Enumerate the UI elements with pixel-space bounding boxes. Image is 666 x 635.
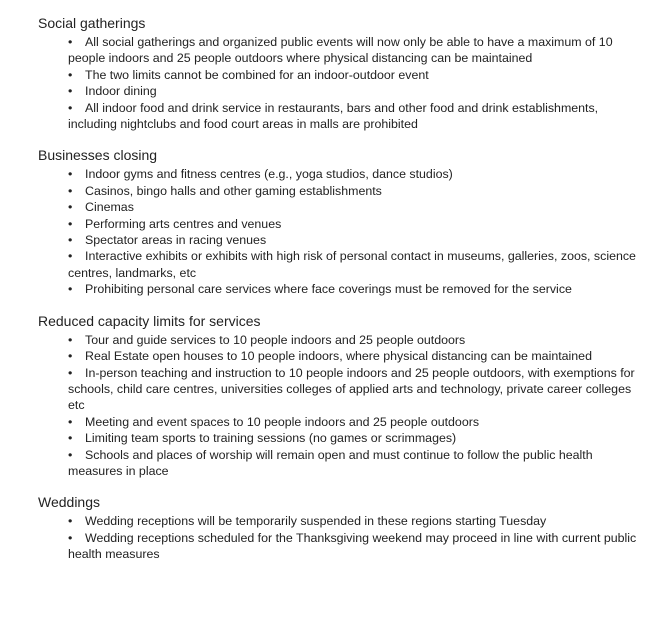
list-item-text: Cinemas — [85, 200, 134, 215]
bullet-icon: • — [68, 100, 73, 115]
bullet-icon: • — [68, 414, 73, 429]
bullet-icon: • — [68, 216, 73, 231]
section-reduced-capacity — [38, 312, 646, 480]
bullet-icon: • — [68, 233, 73, 248]
bullet-icon: • — [68, 183, 73, 198]
list-item — [68, 232, 646, 248]
section-heading: Social gatherings — [38, 15, 146, 31]
list-item — [68, 414, 646, 430]
bullet-icon: • — [68, 282, 73, 297]
section-heading: Reduced capacity limits for services — [38, 312, 261, 329]
list-item-text: Schools and places of worship will remain open and must continue to follow the public health measures in place — [68, 447, 593, 478]
bullet-icon: • — [68, 530, 73, 545]
bullet-list — [38, 332, 646, 480]
list-item-text: Wedding receptions scheduled for the Thanksgiving weekend may proceed in line with current public health measures — [68, 530, 637, 562]
list-item — [68, 430, 646, 446]
bullet-icon: • — [68, 514, 73, 529]
list-item — [68, 248, 646, 281]
list-item-text: The two limits cannot be combined for an indoor-outdoor event — [85, 67, 429, 82]
list-item — [68, 332, 646, 348]
list-item-text: Spectator areas in racing venues — [85, 233, 267, 248]
list-item — [68, 83, 646, 99]
section-businesses-closing — [38, 146, 646, 297]
list-item — [68, 199, 646, 215]
list-item — [68, 216, 646, 232]
list-item — [68, 281, 646, 297]
bullet-list — [38, 166, 646, 297]
bullet-icon: • — [68, 35, 73, 49]
bullet-icon: • — [68, 67, 73, 82]
list-item — [68, 100, 646, 133]
list-item-text: Indoor dining — [85, 84, 157, 99]
list-item-text: Tour and guide services to 10 people indoors and 25 people outdoors — [85, 332, 466, 347]
list-item — [68, 183, 646, 199]
list-item — [68, 513, 646, 529]
bullet-list — [38, 34, 646, 132]
bullet-icon: • — [68, 167, 73, 182]
list-item — [68, 67, 646, 83]
list-item-text: In-person teaching and instruction to 10 people indoors and 25 people outdoors, with exemptions for schools, child care centres, universities colleges of applied arts and technology, private career colleges etc — [68, 365, 635, 413]
bullet-icon: • — [68, 431, 73, 446]
list-item-text: All indoor food and drink service in restaurants, bars and other food and drink establishments, including nightclubs and food court areas in malls are prohibited — [68, 100, 599, 132]
bullet-icon: • — [68, 447, 73, 462]
bullet-list — [38, 513, 646, 562]
list-item-text: Casinos, bingo halls and other gaming establishments — [85, 183, 382, 198]
list-item-text: Performing arts centres and venues — [85, 216, 282, 231]
list-item — [68, 530, 646, 563]
list-item — [68, 34, 646, 67]
section-social-gatherings — [38, 14, 646, 132]
list-item — [68, 365, 646, 414]
list-item-text: Wedding receptions will be temporarily suspended in these regions starting Tuesday — [85, 514, 547, 529]
bullet-icon: • — [68, 200, 73, 215]
bullet-icon: • — [68, 332, 73, 347]
list-item-text: Real Estate open houses to 10 people indoors, where physical distancing can be maintained — [85, 349, 592, 364]
section-weddings — [38, 493, 646, 562]
list-item-text: Limiting team sports to training sessions (no games or scrimmages) — [85, 431, 457, 446]
bullet-icon: • — [68, 84, 73, 99]
section-heading: Weddings — [38, 494, 101, 511]
bullet-icon: • — [68, 365, 73, 380]
bullet-icon: • — [68, 349, 73, 364]
list-item-text: All social gatherings and organized public events will now only be able to have a maximum of 10 people indoors and 25 people outdoors where physical distancing can be maintained — [68, 35, 613, 66]
list-item-text: Indoor gyms and fitness centres (e.g., yoga studios, dance studios) — [85, 167, 453, 182]
section-heading: Businesses closing — [38, 147, 158, 164]
list-item-text: Prohibiting personal care services where face coverings must be removed for the service — [85, 282, 572, 297]
list-item-text: Interactive exhibits or exhibits with high risk of personal contact in museums, galleries, zoos, science centres, landmarks, etc — [68, 249, 636, 280]
list-item-text: Meeting and event spaces to 10 people indoors and 25 people outdoors — [85, 414, 480, 429]
list-item — [68, 348, 646, 364]
list-item — [68, 166, 646, 182]
list-item — [68, 447, 646, 480]
bullet-icon: • — [68, 249, 73, 264]
